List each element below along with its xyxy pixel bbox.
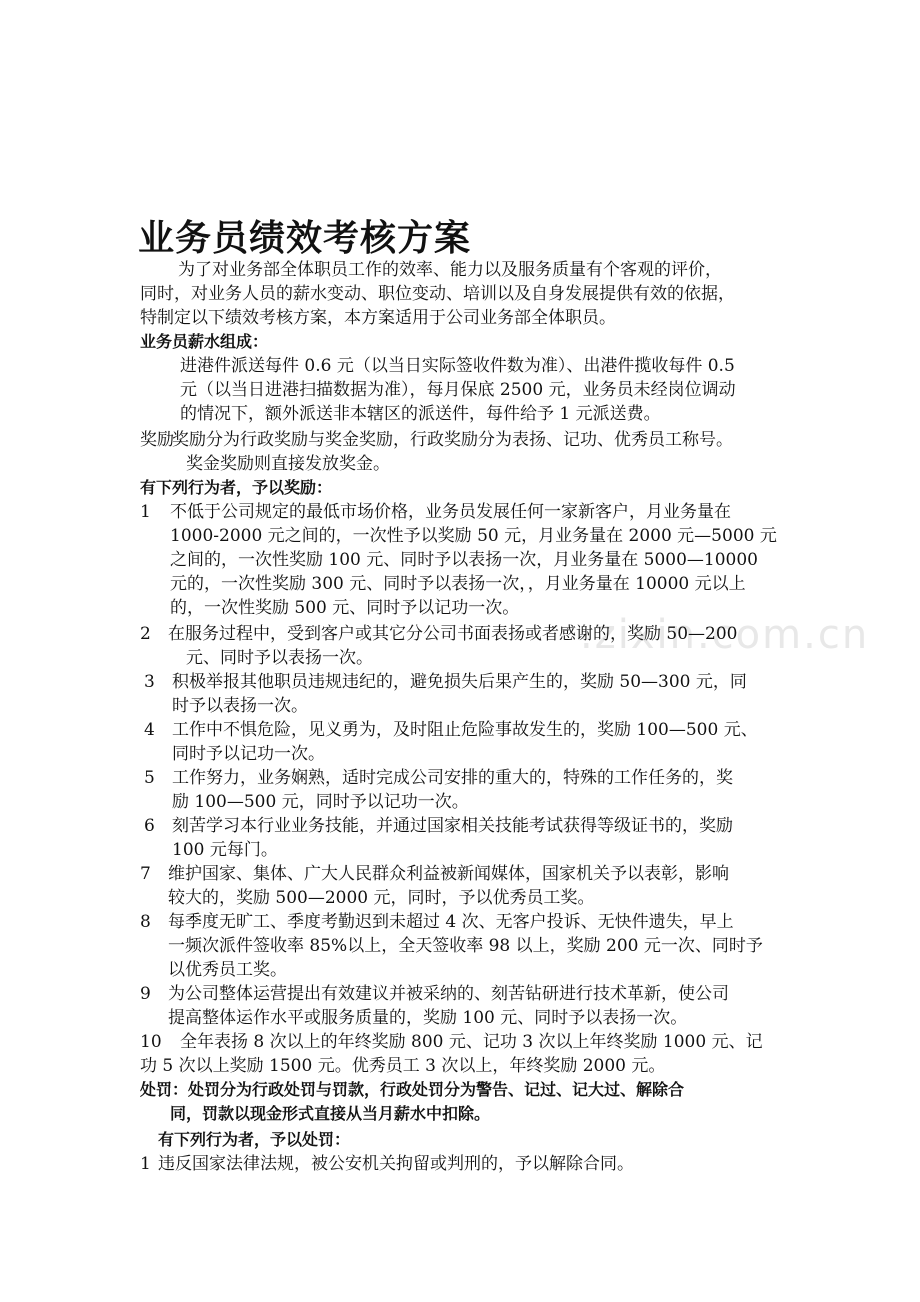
- item-line: 同时予以记功一次。: [172, 744, 325, 764]
- item-line: 刻苦学习本行业业务技能，并通过国家相关技能考试获得等级证书的，奖励: [172, 816, 733, 836]
- item-number: 10: [140, 1032, 162, 1052]
- watermark: .zixin.com.cn: [580, 612, 870, 658]
- item-line: 积极举报其他职员违规违纪的，避免损失后果产生的，奖励 50—300 元，同: [172, 672, 747, 692]
- reward-line: 奖金奖励则直接发放奖金。: [186, 454, 390, 474]
- item-number: 9: [140, 984, 151, 1004]
- item-line: 之间的，一次性奖励 100 元、同时予以表扬一次，月业务量在 5000—10000: [170, 550, 759, 570]
- item-number: 7: [140, 864, 151, 884]
- item-line: 维护国家、集体、广大人民群众利益被新闻媒体，国家机关予以表彰，影响: [168, 864, 729, 884]
- reward-heading: 有下列行为者，予以奖励：: [140, 478, 333, 497]
- intro-line: 同时，对业务人员的薪水变动、职位变动、培训以及自身发展提供有效的依据，: [140, 284, 735, 304]
- item-line: 提高整体运作水平或服务质量的，奖励 100 元、同时予以表扬一次。: [168, 1008, 688, 1028]
- item-line: 元的，一次性奖励 300 元、同时予以表扬一次，，月业务量在 10000 元以上: [170, 574, 746, 594]
- item-line: 100 元每门。: [172, 840, 278, 860]
- item-number: 5: [144, 768, 155, 788]
- page-title: 业务员绩效考核方案: [138, 218, 472, 259]
- intro-line: 为了对业务部全体职员工作的效率、能力以及服务质量有个客观的评价，: [178, 260, 722, 280]
- penalty-heading: 有下列行为者，予以处罚：: [158, 1130, 351, 1149]
- salary-line: 元（以当日进港扫描数据为准），每月保底 2500 元，业务员未经岗位调动: [180, 380, 736, 400]
- salary-line: 进港件派送每件 0.6 元（以当日实际签收件数为准）、出港件揽收每件 0.5: [180, 356, 735, 376]
- item-line: 在服务过程中，受到客户或其它分公司书面表扬或者感谢的，奖励 50—200: [168, 624, 738, 644]
- item-line: 功 5 次以上奖励 1500 元。优秀员工 3 次以上，年终奖励 2000 元。: [140, 1056, 666, 1076]
- item-line: 不低于公司规定的最低市场价格，业务员发展任何一家新客户，月业务量在: [170, 502, 731, 522]
- item-line: 励 100—500 元，同时予以记功一次。: [172, 792, 469, 812]
- salary-line: 的情况下，额外派送非本辖区的派送件，每件给予 1 元派送费。: [180, 404, 661, 424]
- item-line: 元、同时予以表扬一次。: [186, 648, 373, 668]
- item-line: 的，一次性奖励 500 元、同时予以记功一次。: [170, 598, 520, 618]
- item-number: 8: [140, 912, 151, 932]
- item-line: 较大的，奖励 500—2000 元，同时，予以优秀员工奖。: [168, 888, 595, 908]
- item-number: 1: [140, 502, 151, 522]
- item-line: 每季度无旷工、季度考勤迟到未超过 4 次、无客户投诉、无快件遗失，早上: [168, 912, 734, 932]
- item-line: 为公司整体运营提出有效建议并被采纳的、刻苦钻研进行技术革新，使公司: [168, 984, 729, 1004]
- penalty-intro: 处罚：处罚分为行政处罚与罚款，行政处罚分为警告、记过、记大过、解除合: [140, 1080, 685, 1099]
- reward-line: 奖励分为行政奖励与奖金奖励，行政奖励分为表扬、记功、优秀员工称号。: [172, 430, 733, 450]
- item-line: 工作努力，业务娴熟，适时完成公司安排的重大的，特殊的工作任务的，奖: [172, 768, 733, 788]
- item-line: 时予以表扬一次。: [172, 696, 308, 716]
- item-number: 6: [144, 816, 155, 836]
- item-number: 4: [144, 720, 155, 740]
- salary-heading: 业务员薪水组成：: [140, 332, 269, 351]
- reward-label: 奖励: [140, 430, 174, 450]
- item-line: 违反国家法律法规，被公安机关拘留或判刑的，予以解除合同。: [158, 1154, 634, 1174]
- intro-line: 特制定以下绩效考核方案，本方案适用于公司业务部全体职员。: [140, 308, 616, 328]
- item-line: 工作中不惧危险，见义勇为，及时阻止危险事故发生的，奖励 100—500 元、: [172, 720, 758, 740]
- item-line: 全年表扬 8 次以上的年终奖励 800 元、记功 3 次以上年终奖励 1000 元、记: [180, 1032, 763, 1052]
- item-number: 2: [140, 624, 151, 644]
- item-number: 3: [144, 672, 155, 692]
- item-line: 一频次派件签收率 85%以上，全天签收率 98 以上，奖励 200 元一次、同时予: [168, 936, 763, 956]
- item-line: 1000-2000 元之间的，一次性予以奖励 50 元，月业务量在 2000 元—5000 元: [170, 526, 777, 546]
- item-number: 1: [140, 1154, 151, 1174]
- penalty-intro: 同，罚款以现金形式直接从当月薪水中扣除。: [170, 1104, 491, 1123]
- item-line: 以优秀员工奖。: [168, 960, 287, 980]
